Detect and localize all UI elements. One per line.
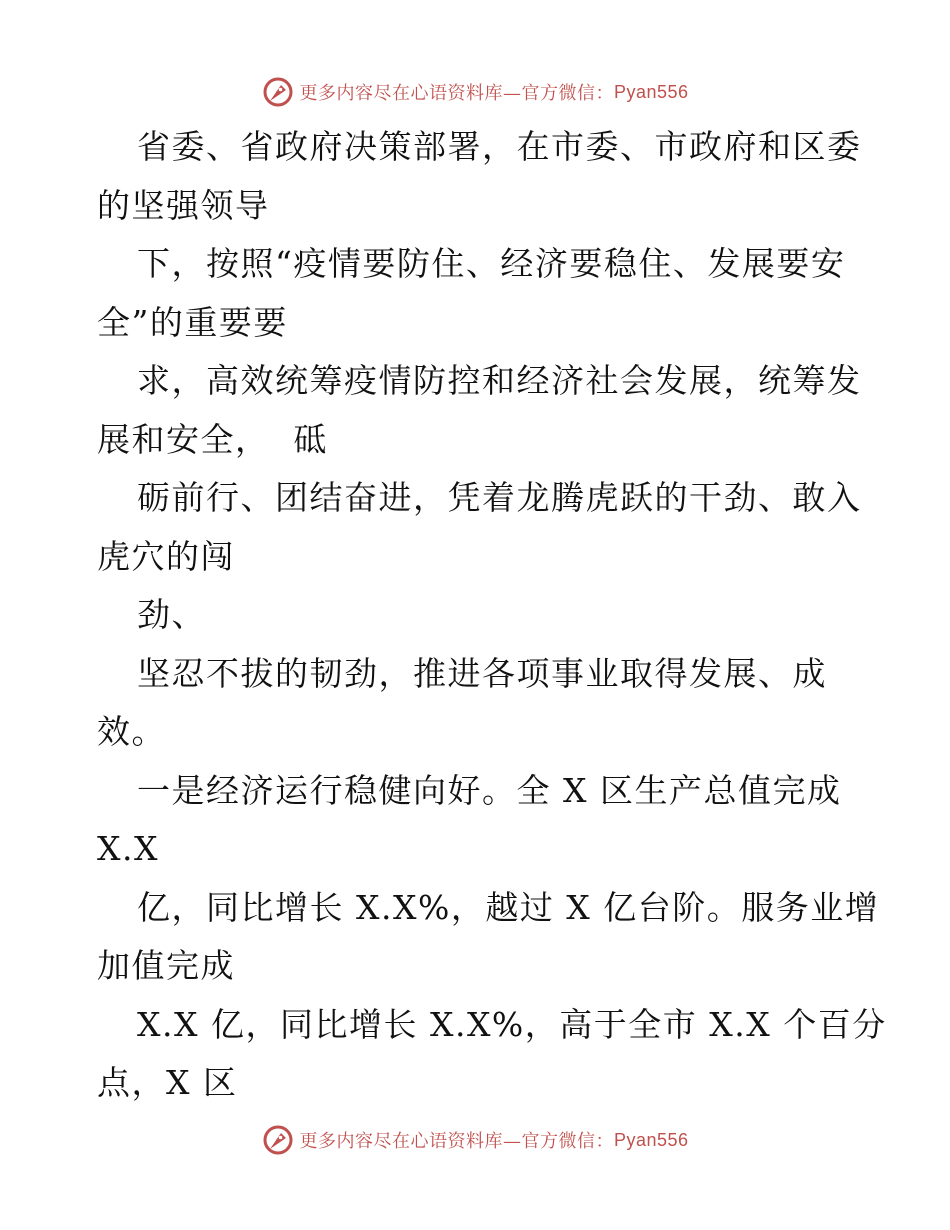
paragraph-line: 展和安全， 砥 [97, 419, 328, 459]
paragraph-line: 省委、省政府决策部署，在市委、市政府和区委 [137, 127, 862, 166]
paragraph-line: X.X [97, 829, 159, 868]
paragraph-line: 的坚强领导 [97, 185, 270, 225]
banner-wechat-id: Pyan556 [613, 1129, 689, 1150]
paragraph-line: 亿，同比增长 X.X%，越过 X 亿台阶。服务业增 [137, 887, 880, 927]
paragraph-line: 加值完成 [97, 946, 235, 985]
pen-nib-logo-icon [261, 75, 295, 109]
paragraph-line: 效。 [97, 712, 166, 751]
paragraph-line: 求，高效统筹疫情防控和经济社会发展，统筹发 [137, 361, 862, 400]
header-banner [0, 72, 950, 112]
pen-nib-logo-icon [261, 1123, 295, 1157]
document-body [97, 118, 887, 1113]
paragraph-line: 劲、 [137, 595, 206, 634]
paragraph-line: 一是经济运行稳健向好。全 X 区生产总值完成 [137, 770, 842, 810]
banner-text: 更多内容尽在心语资料库—官方微信： [299, 1131, 614, 1152]
paragraph-line: 下，按照“疫情要防住、经济要稳住、发展要安 [137, 244, 846, 283]
paragraph-line: 虎穴的闯 [97, 536, 235, 576]
banner-text: 更多内容尽在心语资料库—官方微信： [299, 83, 614, 104]
paragraph-line: X.X 亿，同比增长 X.X%，高于全市 X.X 个百分 [137, 1004, 887, 1044]
banner-wechat-id: Pyan556 [613, 81, 689, 102]
paragraph-line: 砺前行、团结奋进，凭着龙腾虎跃的干劲、敢入 [137, 478, 862, 517]
paragraph-line: 点，X 区 [97, 1063, 238, 1102]
paragraph-line: 全”的重要要 [97, 302, 288, 342]
footer-banner [0, 1120, 950, 1160]
paragraph-line: 坚忍不拔的韧劲，推进各项事业取得发展、成 [137, 653, 827, 693]
